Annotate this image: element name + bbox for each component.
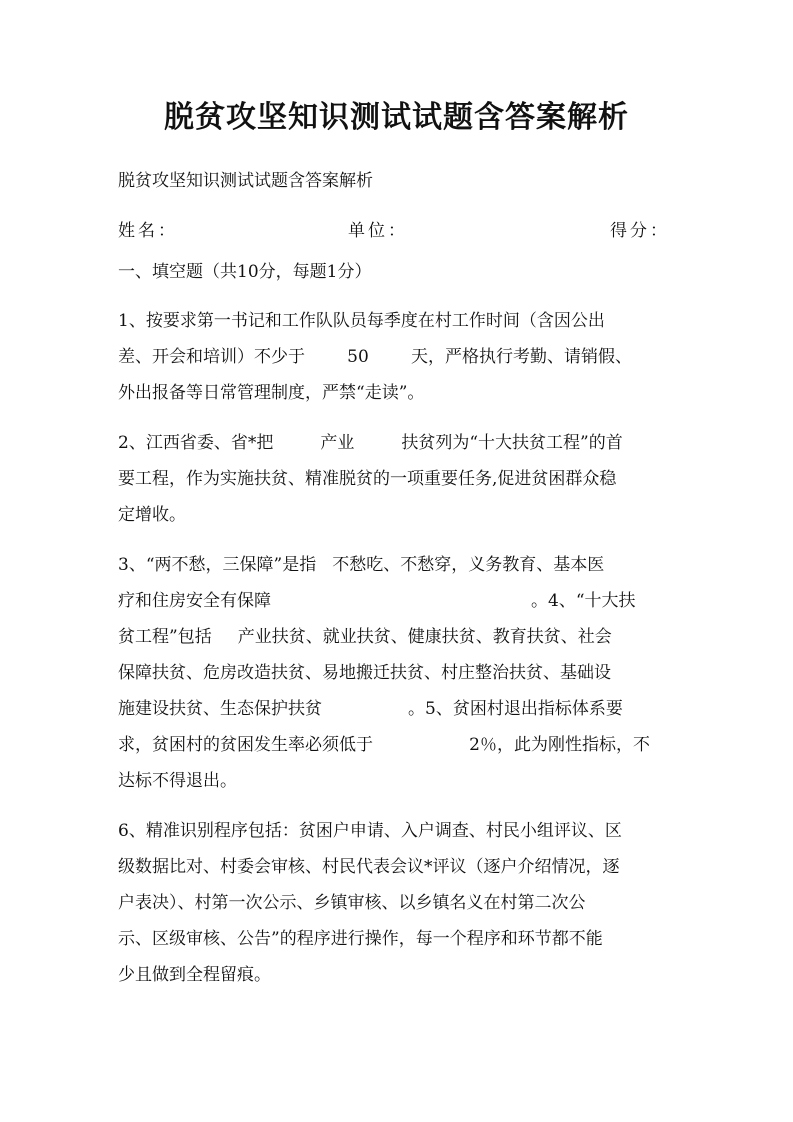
q3-text-c: 疗和住房安全有保障 <box>118 591 271 611</box>
q3-line-1 <box>118 550 678 575</box>
q4-line-1 <box>118 622 678 647</box>
q4-text-a: 贫工程”包括 <box>118 627 212 647</box>
q5-text-b: ，此为刚性指标，不 <box>497 735 650 755</box>
q6-line-2: 级数据比对、村委会审核、村民代表会议*评议（逐户介绍情况，逐 <box>118 857 620 877</box>
q1-line-2 <box>118 342 678 367</box>
q2-answer: 产业 <box>320 433 355 453</box>
q5-answer: 2％ <box>469 735 497 755</box>
q1-line-3: 外出报备等日常管理制度，严禁“走读”。 <box>118 383 425 403</box>
document-subtitle: 脱贫攻坚知识测试试题含答案解析 <box>118 171 373 191</box>
score-label: 得分： <box>610 221 670 241</box>
q5-line-1 <box>118 730 678 755</box>
q5-line-2: 达标不得退出。 <box>118 771 237 791</box>
q1-text-a: 差、开会和培训）不少于 <box>118 347 305 367</box>
q4-line-2: 保障扶贫、危房改造扶贫、易地搬迁扶贫、村庄整治扶贫、基础设 <box>118 663 611 683</box>
q2-line-1 <box>118 428 678 453</box>
q1-line-1: 1、按要求第一书记和工作队队员每季度在村工作时间（含因公出 <box>118 311 605 331</box>
q5-text-a: 求，贫困村的贫困发生率必须低于 <box>118 735 373 755</box>
q1-answer: 50 <box>347 347 369 367</box>
document-title: 脱贫攻坚知识测试试题含答案解析 <box>164 100 629 135</box>
q5-intro: 。5、贫困村退出指标体系要 <box>408 699 623 719</box>
q3-line-2 <box>118 586 678 611</box>
q2-line-3: 定增收。 <box>118 505 186 525</box>
q4-text-c: 施建设扶贫、生态保护扶贫 <box>118 699 322 719</box>
q6-line-5: 少且做到全程留痕。 <box>118 965 271 985</box>
q6-line-1: 6、精准识别程序包括：贫困户申请、入户调查、村民小组评议、区 <box>118 821 622 841</box>
q6-line-4: 示、区级审核、公告”的程序进行操作，每一个程序和环节都不能 <box>118 929 603 949</box>
q4-answer: 产业扶贫、就业扶贫、健康扶贫、教育扶贫、社会 <box>237 627 612 647</box>
q2-text-b: 扶贫列为“十大扶贫工程”的首 <box>401 433 623 453</box>
name-label: 姓名： <box>118 221 178 241</box>
q2-line-2: 要工程，作为实施扶贫、精准脱贫的一项重要任务,促进贫困群众稳 <box>118 469 617 489</box>
info-row <box>118 216 678 242</box>
q3-answer: 不愁吃、不愁穿，义务教育、基本医 <box>332 555 605 575</box>
unit-label: 单位： <box>348 221 408 241</box>
q6-line-3: 户表决）、村第一次公示、乡镇审核、以乡镇名义在村第二次公 <box>118 893 586 913</box>
q4-intro: 。4、“十大扶 <box>531 591 636 611</box>
q1-text-b: 天，严格执行考勤、请销假、 <box>411 347 632 367</box>
section-heading: 一、填空题（共10分，每题1分） <box>118 262 372 282</box>
q2-text-a: 2、江西省委、省*把 <box>118 433 274 453</box>
q4-line-3 <box>118 694 678 719</box>
q3-text-a: 3、“两不愁，三保障”是指 <box>118 555 317 575</box>
